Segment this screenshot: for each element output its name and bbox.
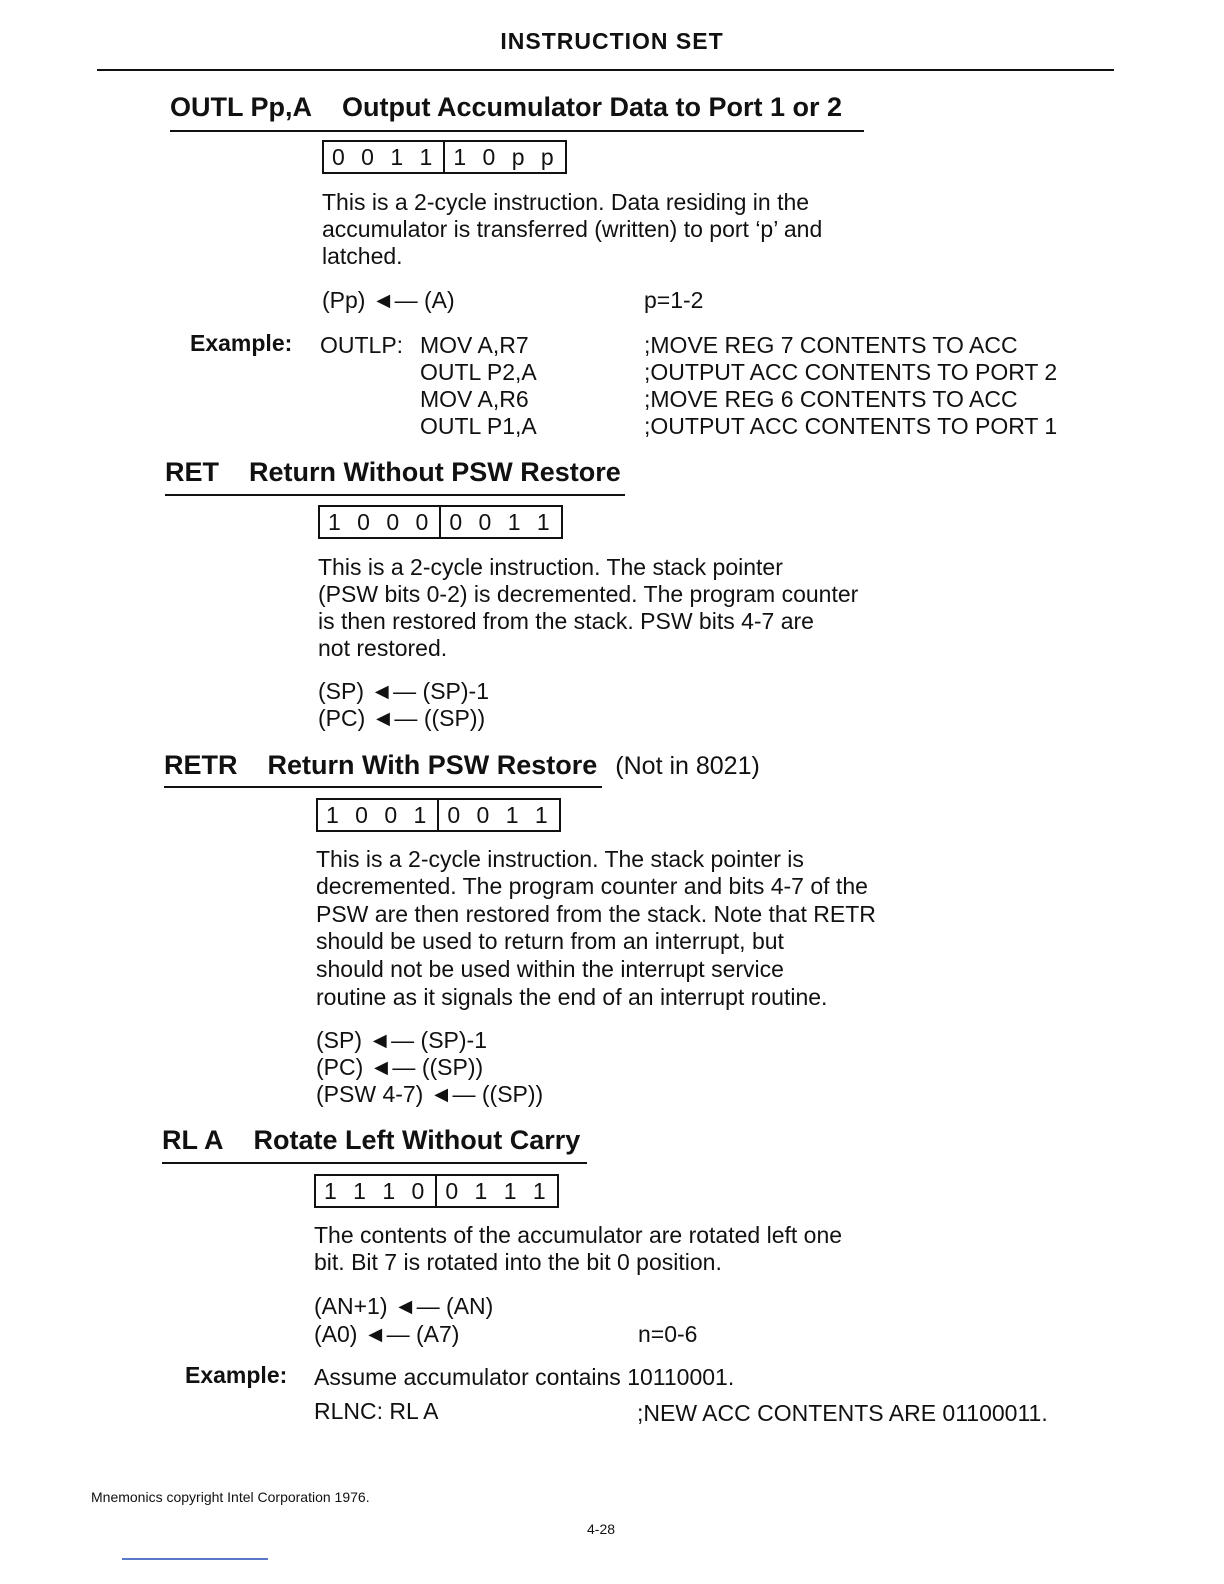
retr-heading bbox=[164, 750, 760, 781]
ret-operation: (PC) ◄— ((SP)) bbox=[318, 705, 486, 731]
outl-example-label: Example: bbox=[190, 330, 293, 356]
code-instruction: OUTL P2,A bbox=[420, 359, 537, 385]
ret-desc-line: not restored. bbox=[318, 635, 448, 661]
rl-example-line: Assume accumulator contains 10110001. bbox=[314, 1364, 735, 1390]
scan-edge-line bbox=[122, 1558, 268, 1560]
code-comment: ;MOVE REG 6 CONTENTS TO ACC bbox=[644, 386, 1018, 412]
retr-desc-line: should not be used within the interrupt service bbox=[316, 956, 784, 982]
code-instruction: MOV A,R6 bbox=[420, 386, 529, 412]
ret-desc-line: is then restored from the stack. PSW bits 4-7 are bbox=[318, 608, 814, 634]
outl-desc-line: latched. bbox=[322, 243, 403, 269]
page-number: 4-28 bbox=[587, 1521, 616, 1537]
retr-operation: (SP) ◄— (SP)-1 bbox=[316, 1027, 487, 1053]
rl-operation: (AN+1) ◄— (AN) bbox=[314, 1293, 494, 1319]
opcode-low-nibble: 0 0 1 1 bbox=[437, 800, 558, 830]
ret-desc-line: This is a 2-cycle instruction. The stack pointer bbox=[318, 554, 783, 580]
code-comment: ;NEW ACC CONTENTS ARE 01100011. bbox=[637, 1400, 1048, 1426]
opcode-high-nibble: 1 0 0 1 bbox=[326, 802, 432, 828]
code-comment: ;OUTPUT ACC CONTENTS TO PORT 1 bbox=[644, 413, 1058, 439]
code-comment: ;MOVE REG 7 CONTENTS TO ACC bbox=[644, 332, 1018, 358]
ret-desc-line: (PSW bits 0-2) is decremented. The program counter bbox=[318, 581, 859, 607]
code-instruction: RLNC: RL A bbox=[314, 1398, 439, 1424]
retr-operation: (PC) ◄— ((SP)) bbox=[316, 1054, 484, 1080]
rl-example-label: Example: bbox=[185, 1362, 288, 1388]
retr-mnemonic: RETR bbox=[164, 750, 238, 780]
rl-desc-line: bit. Bit 7 is rotated into the bit 0 position. bbox=[314, 1249, 722, 1275]
rl-desc-line: The contents of the accumulator are rotated left one bbox=[314, 1222, 843, 1248]
retr-desc-line: PSW are then restored from the stack. Note that RETR bbox=[316, 901, 876, 927]
outl-heading bbox=[170, 92, 842, 123]
rl-opcode bbox=[314, 1174, 559, 1208]
ret-operation: (SP) ◄— (SP)-1 bbox=[318, 678, 489, 704]
rl-mnemonic: RL A bbox=[162, 1125, 224, 1155]
rl-heading bbox=[162, 1125, 580, 1156]
outl-range: p=1-2 bbox=[644, 287, 704, 313]
opcode-low-nibble: 0 1 1 1 bbox=[435, 1176, 556, 1206]
outl-underline bbox=[170, 130, 864, 132]
opcode-low-nibble: 0 0 1 1 bbox=[439, 507, 560, 537]
outl-desc-line: This is a 2-cycle instruction. Data residing in the bbox=[322, 189, 810, 215]
code-instruction: OUTL P1,A bbox=[420, 413, 537, 439]
outl-desc-line: accumulator is transferred (written) to port ‘p’ and bbox=[322, 216, 823, 242]
opcode-high-nibble: 1 1 1 0 bbox=[324, 1178, 430, 1204]
code-label: OUTLP: bbox=[320, 332, 404, 358]
retr-operation: (PSW 4-7) ◄— ((SP)) bbox=[316, 1081, 544, 1107]
rl-operation: (A0) ◄— (A7) bbox=[314, 1321, 460, 1347]
retr-underline bbox=[164, 786, 602, 788]
rl-underline bbox=[162, 1162, 587, 1164]
outl-title: Output Accumulator Data to Port 1 or 2 bbox=[342, 92, 843, 122]
header-rule bbox=[97, 69, 1114, 71]
ret-heading bbox=[165, 457, 621, 488]
outl-opcode bbox=[322, 140, 567, 174]
opcode-high-nibble: 0 0 1 1 bbox=[332, 144, 438, 170]
opcode-high-nibble: 1 0 0 0 bbox=[328, 509, 434, 535]
outl-mnemonic: OUTL Pp,A bbox=[170, 92, 313, 122]
retr-desc-line: routine as it signals the end of an interrupt routine. bbox=[316, 984, 828, 1010]
outl-operation: (Pp) ◄— (A) bbox=[322, 287, 455, 313]
retr-desc-line: should be used to return from an interrupt, but bbox=[316, 928, 784, 954]
retr-desc-line: decremented. The program counter and bits 4-7 of the bbox=[316, 873, 868, 899]
ret-opcode bbox=[318, 505, 563, 539]
rl-range: n=0-6 bbox=[638, 1321, 698, 1347]
page-header: INSTRUCTION SET bbox=[500, 28, 724, 54]
copyright-footer: Mnemonics copyright Intel Corporation 1976. bbox=[91, 1489, 370, 1505]
opcode-low-nibble: 1 0 p p bbox=[443, 142, 564, 172]
code-instruction: MOV A,R7 bbox=[420, 332, 529, 358]
retr-title: Return With PSW Restore bbox=[267, 750, 598, 780]
rl-title: Rotate Left Without Carry bbox=[253, 1125, 581, 1155]
code-comment: ;OUTPUT ACC CONTENTS TO PORT 2 bbox=[644, 359, 1058, 385]
ret-mnemonic: RET bbox=[165, 457, 219, 487]
retr-opcode bbox=[316, 798, 561, 832]
ret-title: Return Without PSW Restore bbox=[249, 457, 621, 487]
ret-underline bbox=[165, 494, 625, 496]
retr-desc-line: This is a 2-cycle instruction. The stack pointer is bbox=[316, 846, 804, 872]
retr-note: (Not in 8021) bbox=[615, 752, 760, 780]
